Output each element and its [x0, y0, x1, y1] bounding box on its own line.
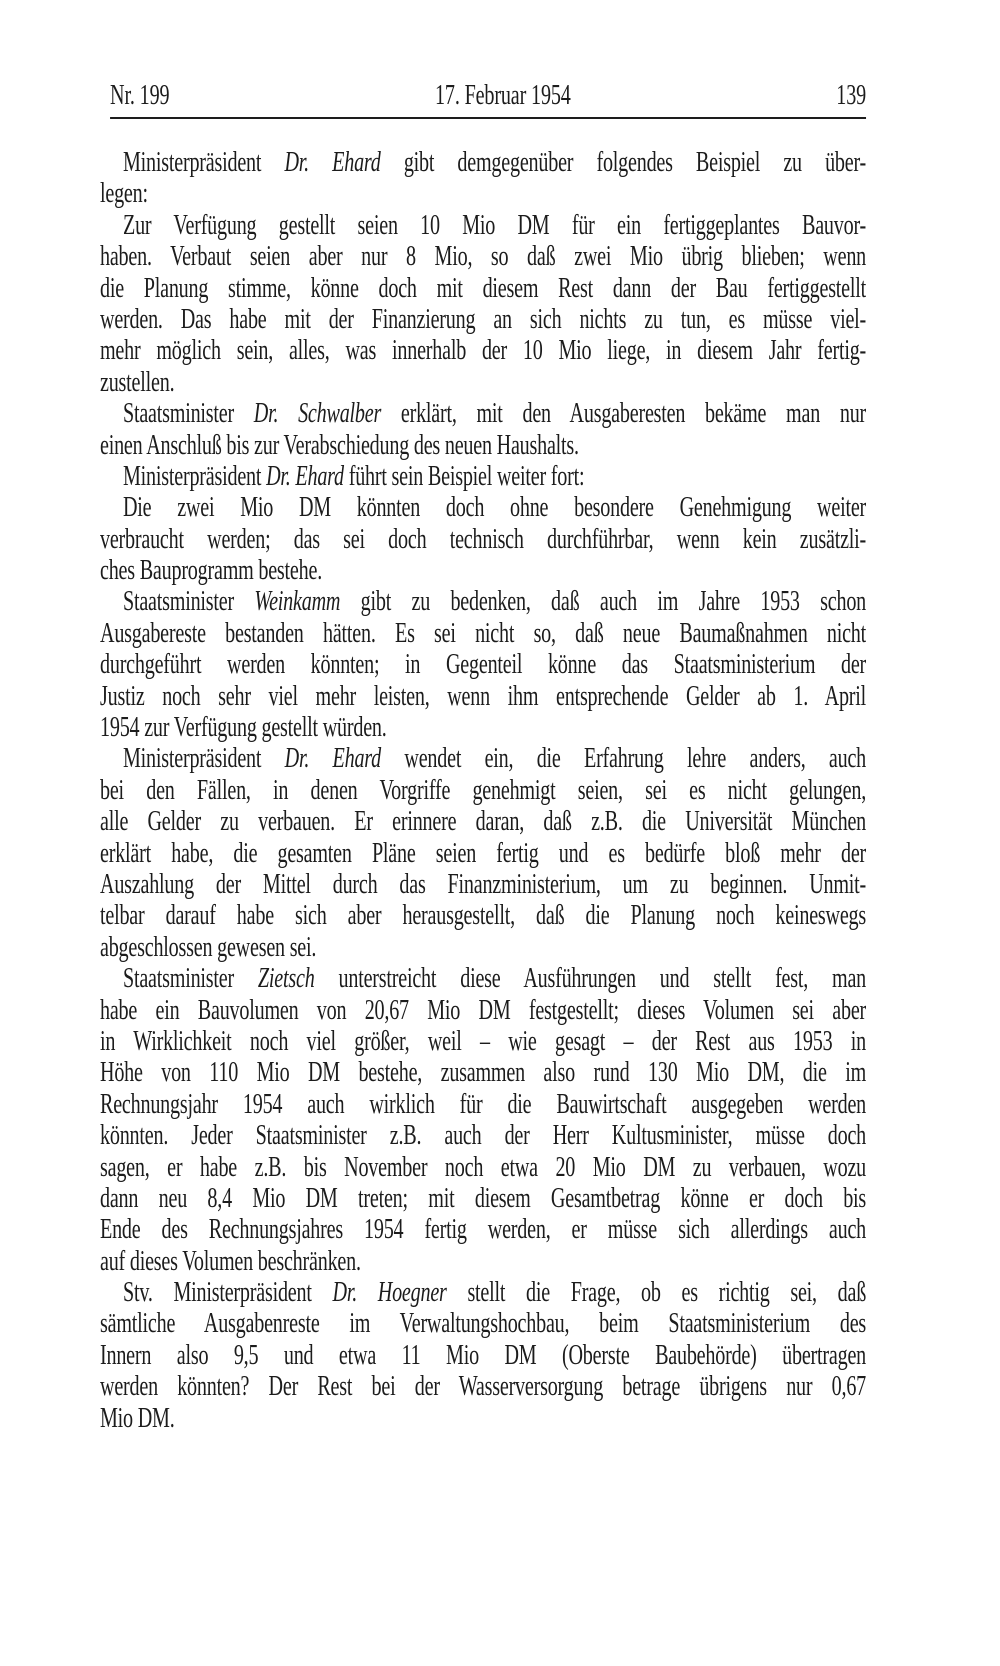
text-line	[100, 367, 866, 398]
text-line	[100, 1026, 866, 1057]
text-line	[100, 241, 866, 272]
text-line	[100, 649, 866, 680]
text-run: die Planung stimme, könne doch mit diesem Rest dann der Bau fertiggestellt	[100, 272, 867, 304]
text-run: Ende des Rechnungsjahres 1954 fertig werden, er müsse sich allerdings auch	[100, 1214, 867, 1246]
speaker-name: Dr. Ehard	[266, 460, 344, 492]
text-run: gibt demgegenüber folgendes Beispiel zu über-	[380, 147, 867, 178]
text-line	[100, 492, 866, 523]
text-line	[100, 430, 866, 461]
text-run: bei den Fällen, in denen Vorgriffe genehmigt seien, sei es nicht gelungen,	[100, 774, 867, 806]
text-run: sämtliche Ausgabenreste im Verwaltungshochbau, beim Staatsministerium des	[100, 1308, 867, 1340]
text-run: Stv. Ministerpräsident	[122, 1277, 333, 1309]
speaker-name: Zietsch	[257, 963, 315, 995]
text-line	[100, 586, 866, 617]
text-run: haben. Verbaut seien aber nur 8 Mio, so daß zwei Mio übrig blieben; wenn	[100, 241, 867, 273]
text-line	[100, 869, 866, 900]
text-run: führt sein Beispiel weiter fort:	[343, 460, 585, 492]
paragraph	[100, 586, 866, 743]
text-run: Ministerpräsident	[122, 460, 267, 492]
text-run: Ministerpräsident	[122, 147, 285, 178]
text-line	[100, 743, 866, 774]
text-run: verbraucht werden; das sei doch technisch durchführbar, wenn kein zusätzli-	[100, 523, 867, 555]
text-line	[100, 681, 866, 712]
text-run: abgeschlossen gewesen sei.	[100, 931, 317, 963]
text-run: mehr möglich sein, alles, was innerhalb der 10 Mio liege, in diesem Jahr fertig-	[100, 335, 867, 367]
text-run: Ministerpräsident	[122, 743, 285, 775]
issue-number: Nr. 199	[110, 80, 170, 111]
speaker-name: Weinkamm	[254, 586, 341, 618]
text-run: habe ein Bauvolumen von 20,67 Mio DM festgestellt; dieses Volumen sei aber	[100, 994, 867, 1026]
text-line	[100, 555, 866, 586]
text-line	[100, 1246, 866, 1277]
text-line	[100, 1057, 866, 1088]
text-line	[100, 900, 866, 931]
text-line	[100, 1340, 866, 1371]
text-run: Staatsminister	[122, 963, 258, 995]
text-run: Höhe von 110 Mio DM bestehe, zusammen also rund 130 Mio DM, die im	[100, 1057, 867, 1089]
paragraph	[100, 1277, 866, 1434]
text-line	[100, 1403, 866, 1434]
text-run: erklärt habe, die gesamten Pläne seien fertig und es bedürfe bloß mehr der	[100, 837, 867, 869]
text-run: in Wirklichkeit noch viel größer, weil – wie gesagt – der Rest aus 1953 in	[100, 1025, 867, 1057]
text-line	[100, 398, 866, 429]
document-body	[100, 147, 866, 1434]
text-run: unterstreicht diese Ausführungen und stellt fest, man	[314, 963, 867, 995]
text-run: stellt die Frage, ob es richtig sei, daß	[446, 1277, 867, 1309]
text-line	[100, 1120, 866, 1151]
scan-content	[100, 0, 866, 1666]
text-run: einen Anschluß bis zur Verabschiedung des neuen Haushalts.	[100, 429, 579, 461]
speaker-name: Dr. Ehard	[284, 743, 382, 775]
text-run: Rechnungsjahr 1954 auch wirklich für die Bauwirtschaft ausgegeben werden	[100, 1088, 867, 1120]
text-line	[100, 304, 866, 335]
page-header	[110, 81, 866, 111]
text-line	[100, 712, 866, 743]
paragraph	[100, 461, 866, 492]
text-run: dann neu 8,4 Mio DM treten; mit diesem Gesamtbetrag könne er doch bis	[100, 1182, 867, 1214]
text-run: sagen, er habe z.B. bis November noch etwa 20 Mio DM zu verbauen, wozu	[100, 1151, 867, 1183]
page-number: 139	[836, 80, 867, 111]
text-line	[100, 461, 866, 492]
text-line	[100, 838, 866, 869]
text-line	[100, 1214, 866, 1245]
text-line	[100, 273, 866, 304]
text-run: 1954 zur Verfügung gestellt würden.	[100, 712, 387, 744]
text-run: telbar darauf habe sich aber herausgestellt, daß die Planung noch keineswegs	[100, 900, 867, 932]
text-line	[100, 335, 866, 366]
text-line	[100, 147, 866, 178]
text-run: Innern also 9,5 und etwa 11 Mio DM (Oberste Baubehörde) übertragen	[100, 1339, 867, 1371]
text-line	[100, 210, 866, 241]
text-line	[100, 995, 866, 1026]
header-rule	[110, 117, 866, 119]
header-date: 17. Februar 1954	[434, 80, 571, 111]
text-line	[100, 178, 866, 209]
speaker-name: Dr. Ehard	[284, 147, 381, 178]
text-run: alle Gelder zu verbauen. Er erinnere daran, daß z.B. die Universität München	[100, 806, 867, 838]
text-line	[100, 1089, 866, 1120]
text-run: könnten. Jeder Staatsminister z.B. auch der Herr Kultusminister, müsse doch	[100, 1120, 867, 1152]
text-line	[100, 1371, 866, 1402]
paragraph	[100, 210, 866, 398]
text-run: zustellen.	[100, 366, 175, 398]
text-run: Ausgabereste bestanden hätten. Es sei nicht so, daß neue Baumaßnahmen nicht	[100, 617, 867, 649]
text-run: wendet ein, die Erfahrung lehre anders, auch	[381, 743, 867, 775]
text-run: Die zwei Mio DM könnten doch ohne besondere Genehmigung weiter	[122, 492, 867, 524]
text-run: Mio DM.	[100, 1402, 175, 1434]
speaker-name: Dr. Schwalber	[253, 398, 382, 430]
text-run: ches Bauprogramm bestehe.	[100, 555, 323, 587]
text-run: Justiz noch sehr viel mehr leisten, wenn ihm entsprechende Gelder ab 1. April	[100, 680, 867, 712]
paragraph	[100, 963, 866, 1277]
text-line	[100, 932, 866, 963]
text-run: Staatsminister	[122, 586, 255, 618]
paragraph	[100, 492, 866, 586]
text-run: auf dieses Volumen beschränken.	[100, 1245, 361, 1277]
text-run: durchgeführt werden könnten; in Gegenteil könne das Staatsministerium der	[100, 649, 867, 681]
text-run: gibt zu bedenken, daß auch im Jahre 1953 schon	[340, 586, 867, 618]
paragraph	[100, 398, 866, 461]
speaker-name: Dr. Hoegner	[332, 1277, 447, 1309]
text-line	[100, 806, 866, 837]
text-line	[100, 1152, 866, 1183]
text-line	[100, 963, 866, 994]
text-line	[100, 1277, 866, 1308]
paragraph	[100, 147, 866, 210]
text-run: Staatsminister	[122, 398, 254, 430]
text-run: werden könnten? Der Rest bei der Wasserversorgung betrage übrigens nur 0,67	[100, 1371, 867, 1403]
text-line	[100, 775, 866, 806]
text-line	[100, 524, 866, 555]
text-run: werden. Das habe mit der Finanzierung an sich nichts zu tun, es müsse viel-	[100, 303, 867, 335]
text-run: legen:	[100, 178, 148, 210]
text-line	[100, 1183, 866, 1214]
text-line	[100, 1308, 866, 1339]
text-line	[100, 618, 866, 649]
text-run: Zur Verfügung gestellt seien 10 Mio DM für ein fertiggeplantes Bauvor-	[122, 209, 867, 241]
paragraph	[100, 743, 866, 963]
text-run: Auszahlung der Mittel durch das Finanzministerium, um zu beginnen. Unmit-	[100, 868, 867, 900]
text-run: erklärt, mit den Ausgaberesten bekäme man nur	[381, 398, 867, 430]
